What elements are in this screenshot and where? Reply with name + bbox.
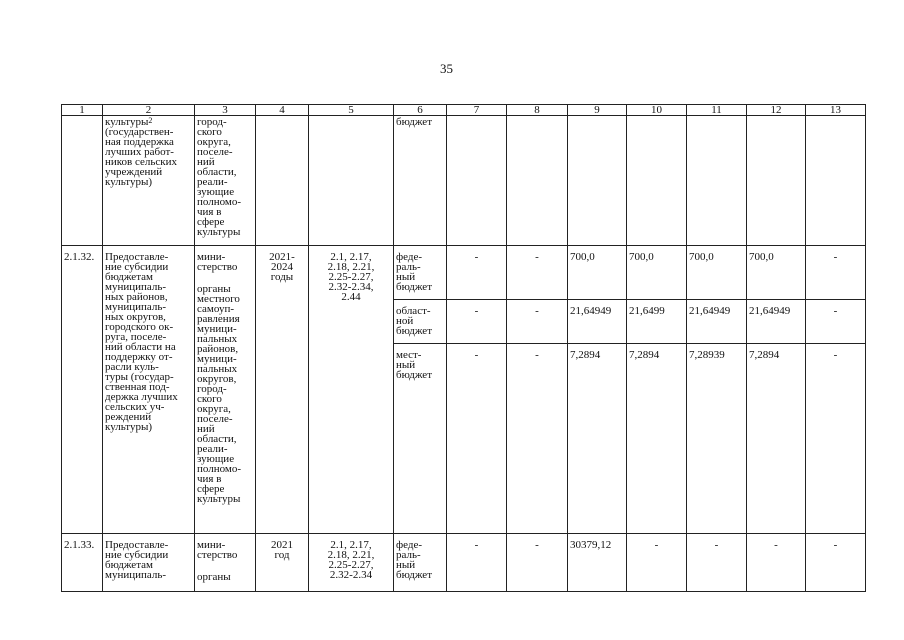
header-cell: 9 — [568, 105, 627, 116]
cell-source: феде- раль- ный бюджет — [394, 246, 447, 300]
cell-value: 700,0 — [747, 246, 806, 300]
cell-source: феде- раль- ный бюджет — [394, 534, 447, 592]
cell-value: 700,0 — [568, 246, 627, 300]
cell-name: Предоставле- ние субсидии бюджетам муниципаль- — [103, 534, 195, 592]
cell-period — [256, 116, 309, 246]
cell-value: 21,6499 — [627, 300, 687, 344]
header-cell: 3 — [195, 105, 256, 116]
header-row — [62, 105, 866, 116]
cell-indicators: 2.1, 2.17, 2.18, 2.21, 2.25-2.27, 2.32-2.34, 2.44 — [309, 246, 394, 534]
cell-value: 700,0 — [687, 246, 747, 300]
cell-source: бюджет — [394, 116, 447, 246]
cell-value: - — [507, 246, 568, 300]
cell-executor: город- ского округа, поселе- ний области, реали- зующие полномо- чия в сфере культуры — [195, 116, 256, 246]
header-cell: 13 — [806, 105, 866, 116]
header-cell: 7 — [447, 105, 507, 116]
header-cell: 6 — [394, 105, 447, 116]
cell-value: 7,2894 — [747, 344, 806, 534]
header-cell: 1 — [62, 105, 103, 116]
cell-value: 21,64949 — [568, 300, 627, 344]
cell-number — [62, 116, 103, 246]
cell-value: - — [507, 534, 568, 592]
cell-value: - — [507, 300, 568, 344]
footnote-mark: 2 — [148, 116, 153, 125]
cell-period: 2021- 2024 годы — [256, 246, 309, 534]
header-cell: 12 — [747, 105, 806, 116]
table-row — [62, 246, 866, 300]
continuation-row — [62, 116, 866, 246]
header-cell: 5 — [309, 105, 394, 116]
cell-value: - — [507, 344, 568, 534]
header-cell: 4 — [256, 105, 309, 116]
cell-name: Предоставле- ние субсидии бюджетам муниципаль- ных районов, муниципаль- ных округов, городского ок- руга, поселе- ний области на поддержку от- расли куль- туры (государ- ственная под- держка лучших сельских уч- реждений культуры) — [103, 246, 195, 534]
cell-period: 2021 год — [256, 534, 309, 592]
cell-executor: мини- стерство органы — [195, 534, 256, 592]
cell-value: - — [627, 534, 687, 592]
cell-indicators: 2.1, 2.17, 2.18, 2.21, 2.25-2.27, 2.32-2.34 — [309, 534, 394, 592]
cell-value: 30379,12 — [568, 534, 627, 592]
cell-value: 7,2894 — [568, 344, 627, 534]
cell-value: - — [447, 534, 507, 592]
cell-value: - — [806, 300, 866, 344]
cell-source: област- ной бюджет — [394, 300, 447, 344]
cell-value: - — [447, 300, 507, 344]
cell-number: 2.1.33. — [62, 534, 103, 592]
cell-value: - — [447, 344, 507, 534]
cell-value: - — [806, 246, 866, 300]
header-cell: 2 — [103, 105, 195, 116]
cell-value: 700,0 — [627, 246, 687, 300]
header-cell: 11 — [687, 105, 747, 116]
budget-table — [61, 104, 866, 592]
cell-value: 7,2894 — [627, 344, 687, 534]
header-cell: 8 — [507, 105, 568, 116]
page-number: 35 — [440, 61, 453, 76]
cell-value: - — [687, 534, 747, 592]
cell-source: мест- ный бюджет — [394, 344, 447, 534]
table-row — [62, 534, 866, 592]
cell-value: - — [806, 534, 866, 592]
cell-indicators — [309, 116, 394, 246]
cell-value: - — [806, 344, 866, 534]
cell-value: 21,64949 — [687, 300, 747, 344]
cell-number: 2.1.32. — [62, 246, 103, 534]
cell-executor: мини- стерство органы местного самоуп- равления муници- пальных районов, муници- пальных округов, город- ского округа, поселе- ний области, реали- зующие полномо- чия в сфере культуры — [195, 246, 256, 534]
cell-name: культуры$^2$ (государствен- ная поддержка лучших работ- ников сельских учреждений культуры) — [103, 116, 195, 246]
header-cell: 10 — [627, 105, 687, 116]
cell-value: - — [447, 246, 507, 300]
cell-value: - — [747, 534, 806, 592]
cell-value: 7,28939 — [687, 344, 747, 534]
cell-value: 21,64949 — [747, 300, 806, 344]
